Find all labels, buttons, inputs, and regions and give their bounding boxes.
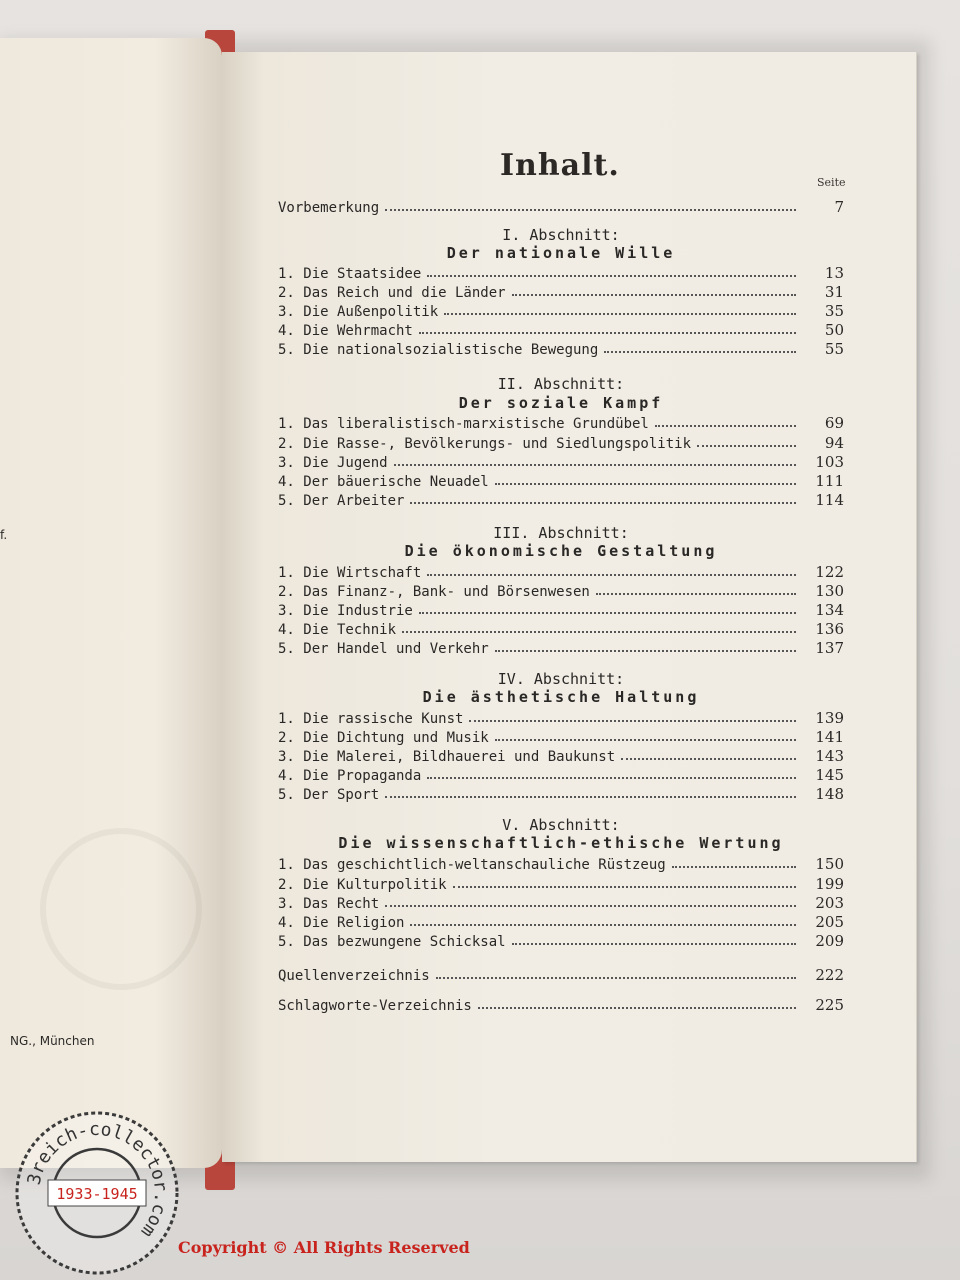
toc-entry-page: 50 (824, 321, 844, 339)
toc-entry-label: 2. Die Kulturpolitik (278, 877, 447, 893)
toc-entry-label: 2. Die Rasse-, Bevölkerungs- und Siedlungspolitik (278, 436, 692, 452)
toc-entry-page: 13 (824, 264, 844, 282)
toc-row (278, 599, 844, 619)
toc-entry-page: 141 (815, 728, 844, 746)
toc-entry-label: 5. Die nationalsozialistische Bewegung (278, 342, 599, 358)
dot-leader (478, 1007, 796, 1009)
toc-row (278, 930, 844, 950)
toc-row (278, 745, 844, 765)
toc-row (278, 783, 844, 803)
toc-entry-label: 4. Die Religion (278, 915, 405, 931)
toc-entry-page: 94 (824, 434, 844, 452)
toc-row (278, 300, 844, 320)
dot-leader (596, 593, 796, 595)
dot-leader (655, 425, 796, 427)
dot-leader (402, 631, 796, 633)
toc-entry-page: 7 (834, 198, 844, 216)
toc-entry-label: 3. Die Jugend (278, 455, 388, 471)
toc-entry-page: 103 (815, 453, 844, 471)
toc-entry-label: 5. Der Sport (278, 787, 380, 803)
dot-leader (697, 445, 796, 447)
section-title: Der soziale Kampf (458, 394, 664, 412)
dot-leader (427, 275, 796, 277)
dot-leader (495, 483, 796, 485)
toc-row (278, 281, 844, 301)
toc-row-schlagworte (278, 994, 844, 1014)
dot-leader (495, 650, 796, 652)
toc-entry-label: 1. Die Staatsidee (278, 266, 422, 282)
section-title: Die ästhetische Haltung (422, 688, 700, 706)
toc-row (278, 911, 844, 931)
dot-leader (495, 739, 796, 741)
copyright-notice: Copyright © All Rights Reserved (178, 1238, 470, 1257)
toc-entry-page: 136 (815, 620, 844, 638)
toc-entry-page: 199 (815, 875, 844, 893)
toc-entry-page: 130 (815, 582, 844, 600)
dot-leader (444, 313, 796, 315)
section-title: Der nationale Wille (446, 244, 676, 262)
toc-entry-page: 145 (815, 766, 844, 784)
toc-entry-page: 139 (815, 709, 844, 727)
section-heading: V. Abschnitt: (502, 816, 620, 834)
toc-row (278, 892, 844, 912)
toc-row (278, 561, 844, 581)
toc-entry-label: 4. Der bäuerische Neuadel (278, 474, 489, 490)
toc-row (278, 580, 844, 600)
toc-entry-page: 31 (824, 283, 844, 301)
stamp-years: 1933-1945 (56, 1185, 138, 1203)
toc-row-vorbemerkung (278, 196, 844, 216)
dot-leader (512, 943, 796, 945)
toc-entry-page: 122 (815, 563, 844, 581)
toc-entry-label: 3. Die Industrie (278, 603, 413, 619)
collector-stamp (12, 1108, 182, 1278)
toc-row (278, 319, 844, 339)
toc-entry-label: 4. Die Wehrmacht (278, 323, 413, 339)
toc-entry-page: 114 (815, 491, 844, 509)
dot-leader (410, 502, 796, 504)
toc-entry-label: 4. Die Propaganda (278, 768, 422, 784)
toc-entry-label: 3. Das Recht (278, 896, 380, 912)
dot-leader (604, 351, 796, 353)
toc-row (278, 873, 844, 893)
section-heading: II. Abschnitt: (497, 375, 625, 393)
dot-leader (410, 924, 796, 926)
toc-entry-label: Quellenverzeichnis (278, 968, 430, 984)
page-column-label: Seite (817, 176, 846, 189)
toc-entry-page: 205 (815, 913, 844, 931)
toc-entry-label: 1. Das liberalistisch-marxistische Grundübel (278, 416, 649, 432)
toc-entry-page: 35 (824, 302, 844, 320)
toc-entry-label: 1. Die Wirtschaft (278, 565, 422, 581)
section-heading: III. Abschnitt: (493, 524, 629, 542)
toc-row (278, 338, 844, 358)
toc-entry-label: 5. Der Arbeiter (278, 493, 405, 509)
dot-leader (419, 612, 796, 614)
toc-entry-label: 3. Die Außenpolitik (278, 304, 439, 320)
toc-entry-page: 209 (815, 932, 844, 950)
toc-entry-page: 222 (815, 966, 844, 984)
toc-row (278, 618, 844, 638)
toc-entry-page: 55 (824, 340, 844, 358)
section-title: Die wissenschaftlich-ethische Wertung (338, 834, 784, 852)
toc-row (278, 764, 844, 784)
dot-leader (385, 209, 796, 211)
dot-leader (512, 294, 796, 296)
toc-entry-page: 69 (824, 414, 844, 432)
toc-entry-label: 3. Die Malerei, Bildhauerei und Baukunst (278, 749, 616, 765)
toc-entry-label: 1. Das geschichtlich-weltanschauliche Rüstzeug (278, 857, 666, 873)
dot-leader (394, 464, 796, 466)
dot-leader (672, 866, 796, 868)
toc-entry-label: 1. Die rassische Kunst (278, 711, 464, 727)
toc-title: Inhalt. (500, 148, 620, 183)
toc-entry-label: 2. Die Dichtung und Musik (278, 730, 489, 746)
toc-row (278, 853, 844, 873)
dot-leader (453, 886, 796, 888)
toc-entry-label: 5. Das bezwungene Schicksal (278, 934, 506, 950)
toc-entry-label: 2. Das Finanz-, Bank- und Börsenwesen (278, 584, 590, 600)
stamp-ring-text: 3reich-collector.com (23, 1118, 172, 1242)
toc-row (278, 489, 844, 509)
toc-entry-label: 4. Die Technik (278, 622, 397, 638)
toc-entry-page: 225 (815, 996, 844, 1014)
toc-row (278, 470, 844, 490)
toc-row (278, 637, 844, 657)
toc-entry-page: 150 (815, 855, 844, 873)
toc-entry-label: 5. Der Handel und Verkehr (278, 641, 489, 657)
dot-leader (621, 758, 796, 760)
section-heading: I. Abschnitt: (502, 226, 620, 244)
dot-leader (427, 574, 796, 576)
toc-entry-label: Schlagworte-Verzeichnis (278, 998, 472, 1014)
dot-leader (419, 332, 796, 334)
toc-row (278, 726, 844, 746)
toc-entry-page: 143 (815, 747, 844, 765)
toc-entry-label: 2. Das Reich und die Länder (278, 285, 506, 301)
toc-row-quellen (278, 964, 844, 984)
toc-row (278, 412, 844, 432)
dot-leader (427, 777, 796, 779)
toc-entry-page: 203 (815, 894, 844, 912)
toc-entry-page: 134 (815, 601, 844, 619)
dot-leader (436, 977, 796, 979)
toc-entry-page: 137 (815, 639, 844, 657)
toc-row (278, 707, 844, 727)
left-page-fragment: f. (0, 528, 8, 542)
dot-leader (385, 796, 796, 798)
dot-leader (469, 720, 796, 722)
toc-row (278, 262, 844, 282)
left-page-publisher: NG., München (10, 1034, 95, 1048)
section-heading: IV. Abschnitt: (497, 670, 625, 688)
toc-row (278, 432, 844, 452)
dot-leader (385, 905, 796, 907)
section-title: Die ökonomische Gestaltung (404, 542, 718, 560)
toc-entry-page: 111 (815, 472, 844, 490)
toc-entry-page: 148 (815, 785, 844, 803)
toc-entry-label: Vorbemerkung (278, 200, 380, 216)
toc-row (278, 451, 844, 471)
